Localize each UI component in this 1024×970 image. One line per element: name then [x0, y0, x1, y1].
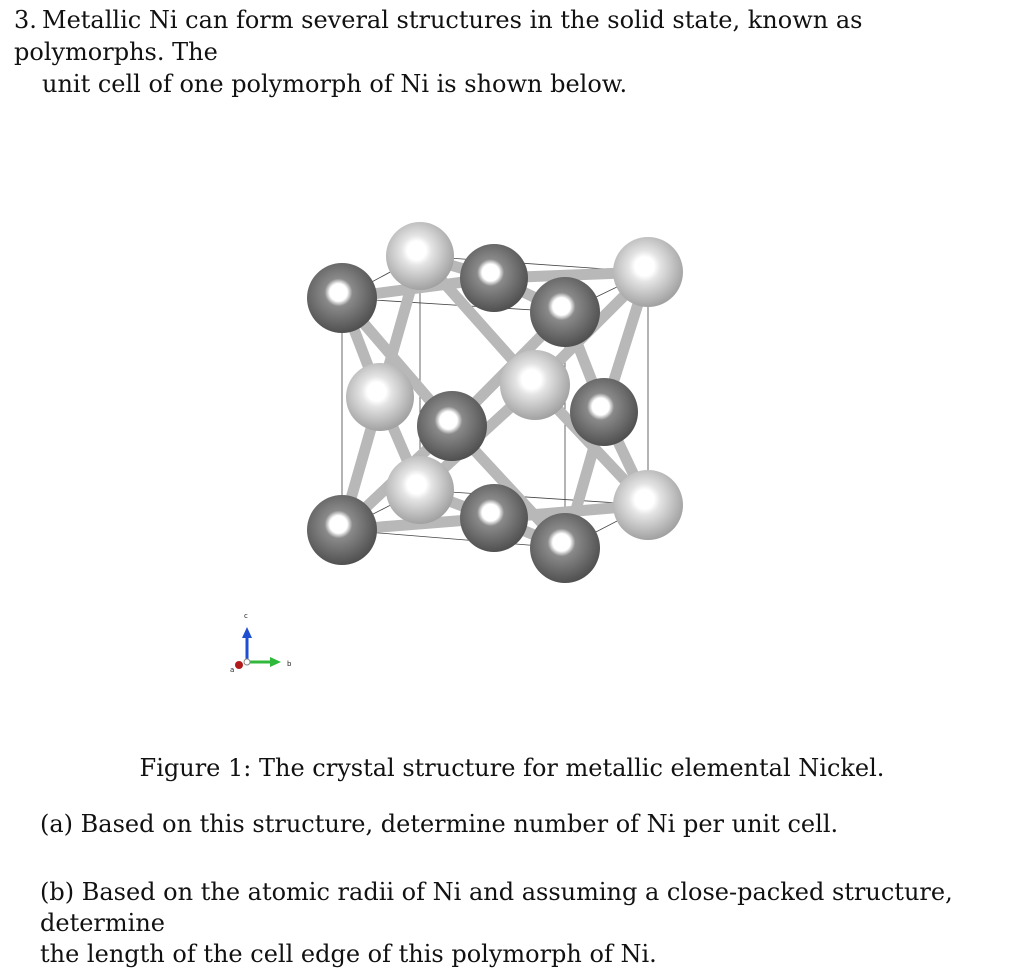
axis-label-b: b	[287, 660, 292, 668]
ni-atom	[386, 456, 454, 524]
ni-atom	[307, 263, 377, 333]
ni-atom	[346, 363, 414, 431]
ni-atom	[570, 378, 638, 446]
part-b-line-1: (b) Based on the atomic radii of Ni and assuming a close-packed structure, determine	[40, 878, 953, 937]
ni-atom	[460, 484, 528, 552]
ni-atom	[530, 277, 600, 347]
ni-atom	[460, 244, 528, 312]
axis-label-a: a	[230, 666, 235, 674]
question-line-1-text: Metallic Ni can form several structures in the solid state, known as polymorphs. The	[14, 6, 863, 66]
figure-caption: Figure 1: The crystal structure for metallic elemental Nickel.	[139, 754, 885, 782]
ni-atom	[613, 237, 683, 307]
ni-atom	[307, 495, 377, 565]
atoms	[307, 222, 683, 583]
ni-atom	[530, 513, 600, 583]
question-number: 3.	[14, 6, 37, 34]
part-b	[40, 877, 1015, 970]
ni-atom	[417, 391, 487, 461]
ni-atom	[386, 222, 454, 290]
part-a: (a) Based on this structure, determine number of Ni per unit cell.	[40, 810, 839, 838]
question-line-2: unit cell of one polymorph of Ni is shown below.	[42, 70, 628, 98]
axis-indicator	[230, 612, 292, 674]
ni-atom	[613, 470, 683, 540]
ni-atom	[500, 350, 570, 420]
part-b-line-2: the length of the cell edge of this polymorph of Ni.	[40, 940, 657, 968]
axis-label-c: c	[244, 612, 248, 620]
